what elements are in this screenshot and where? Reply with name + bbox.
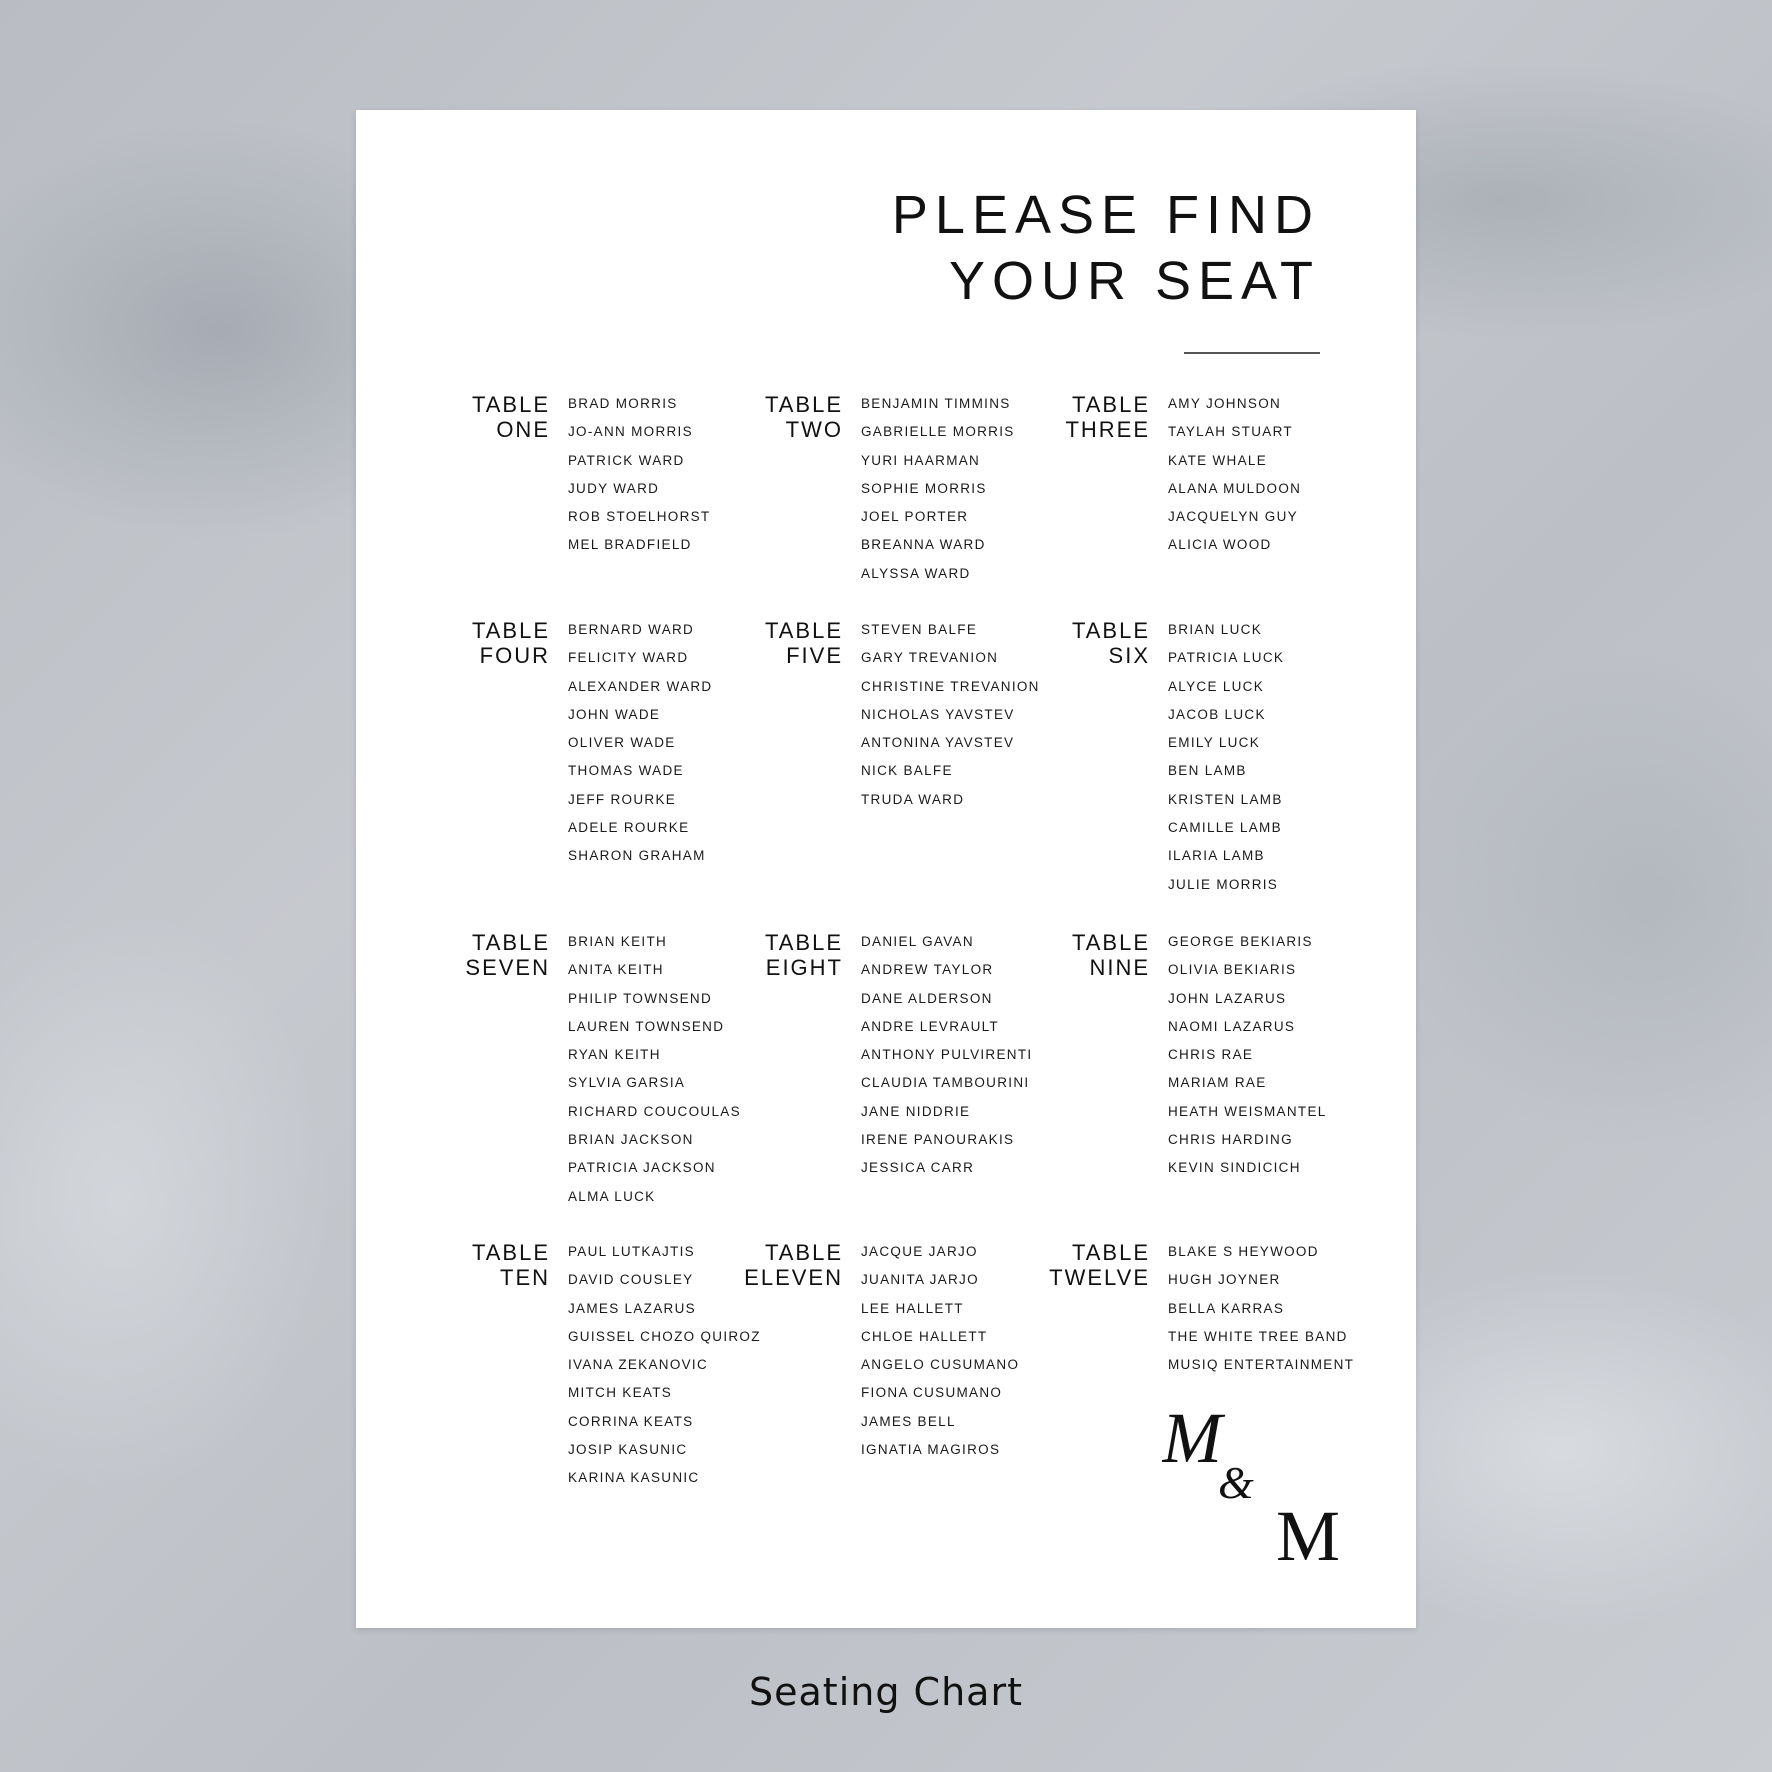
table-label	[744, 1240, 843, 1290]
guest-name: JO-ANN MORRIS	[568, 424, 693, 440]
table-block	[764, 618, 1040, 818]
table-label	[765, 930, 843, 980]
guest-list	[1168, 394, 1301, 564]
guest-name: KATE WHALE	[1168, 452, 1268, 468]
guest-name: DAVID COUSLEY	[568, 1272, 694, 1288]
guest-name: NAOMI LAZARUS	[1168, 1018, 1296, 1034]
guest-name: ADELE ROURKE	[568, 820, 690, 836]
guest-name: CHRIS RAE	[1168, 1047, 1254, 1063]
guest-name: ANDREW TAYLOR	[861, 962, 994, 978]
guest-name: FIONA CUSUMANO	[861, 1385, 1003, 1401]
guest-name: BRAD MORRIS	[568, 396, 678, 411]
table-label-number: FOUR	[479, 643, 550, 668]
table-label-word: TABLE	[1071, 930, 1150, 955]
guest-name: ALMA LUCK	[568, 1188, 656, 1204]
table-block	[471, 392, 711, 564]
guest-name: MUSIQ ENTERTAINMENT	[1168, 1357, 1355, 1373]
table-block	[471, 618, 713, 875]
table-block	[1065, 392, 1302, 564]
table-label-number: SIX	[1108, 643, 1150, 668]
guest-name: KARINA KASUNIC	[568, 1470, 700, 1486]
table-label-word: TABLE	[764, 1240, 843, 1265]
table-label	[1072, 930, 1150, 980]
guest-name: IRENE PANOURAKIS	[861, 1132, 1015, 1148]
table-label-number: THREE	[1065, 417, 1150, 442]
table-label-number: ELEVEN	[744, 1265, 843, 1290]
table-label	[472, 618, 550, 668]
guest-name: ANTHONY PULVIRENTI	[861, 1047, 1033, 1063]
table-label-word: TABLE	[471, 1240, 550, 1265]
guest-name: ALYCE LUCK	[1168, 678, 1265, 694]
guest-name: JOSIP KASUNIC	[568, 1442, 688, 1458]
guest-name: JAMES LAZARUS	[568, 1300, 696, 1316]
guest-name: PHILIP TOWNSEND	[568, 990, 713, 1006]
guest-name: RICHARD COUCOULAS	[568, 1103, 741, 1119]
table-label-word: TABLE	[1071, 392, 1150, 417]
guest-name: BELLA KARRAS	[1168, 1300, 1285, 1316]
guest-name: BRIAN JACKSON	[568, 1132, 694, 1148]
table-label	[465, 930, 550, 980]
table-label	[765, 618, 843, 668]
guest-name: ANITA KEITH	[568, 962, 664, 978]
guest-name: YURI HAARMAN	[861, 452, 981, 468]
guest-name: AMY JOHNSON	[1168, 396, 1282, 411]
guest-name: BRIAN KEITH	[568, 934, 668, 949]
guest-name: JEFF ROURKE	[568, 791, 677, 807]
table-label-number: EIGHT	[765, 955, 843, 980]
guest-name: SOPHIE MORRIS	[861, 480, 987, 496]
table-block	[764, 392, 1015, 592]
title-line-2: YOUR SEAT	[948, 251, 1320, 311]
guest-name: ILARIA LAMB	[1168, 848, 1265, 864]
table-label-word: TABLE	[471, 618, 550, 643]
guest-name: JAMES BELL	[861, 1413, 956, 1429]
table-label-number: NINE	[1089, 955, 1150, 980]
guest-name: PATRICIA JACKSON	[568, 1160, 716, 1176]
guest-list	[568, 1242, 761, 1497]
guest-name: JOHN LAZARUS	[1168, 990, 1287, 1006]
guest-name: JANE NIDDRIE	[861, 1103, 971, 1119]
guest-name: EMILY LUCK	[1168, 735, 1261, 751]
table-block	[471, 1240, 761, 1497]
table-label	[472, 392, 550, 442]
guest-name: CHLOE HALLETT	[861, 1328, 988, 1344]
guest-list	[861, 394, 1015, 592]
table-label	[765, 392, 843, 442]
guest-list	[1168, 1242, 1354, 1383]
guest-name: MARIAM RAE	[1168, 1075, 1267, 1091]
table-label-word: TABLE	[764, 618, 843, 643]
guest-name: ANDRE LEVRAULT	[861, 1018, 999, 1034]
guest-name: NICHOLAS YAVSTEV	[861, 706, 1015, 722]
guest-name: LAUREN TOWNSEND	[568, 1018, 725, 1034]
table-label-word: TABLE	[764, 392, 843, 417]
table-label	[1049, 1240, 1150, 1290]
guest-name: DANIEL GAVAN	[861, 934, 974, 949]
guest-name: BLAKE S HEYWOOD	[1168, 1244, 1319, 1259]
guest-name: NICK BALFE	[861, 763, 953, 779]
guest-name: JOEL PORTER	[861, 509, 969, 525]
table-label-number: SEVEN	[465, 955, 550, 980]
title-divider	[1184, 352, 1320, 354]
guest-name: HEATH WEISMANTEL	[1168, 1103, 1327, 1119]
guest-name: LEE HALLETT	[861, 1300, 964, 1316]
table-label-number: FIVE	[786, 643, 843, 668]
table-block	[764, 930, 1033, 1187]
table-block	[1071, 618, 1285, 903]
guest-list	[861, 932, 1032, 1187]
table-label-word: TABLE	[1071, 618, 1150, 643]
table-label-word: TABLE	[1071, 1240, 1150, 1265]
guest-name: BREANNA WARD	[861, 537, 986, 553]
guest-name: JESSICA CARR	[861, 1160, 975, 1176]
guest-name: CHRISTINE TREVANION	[861, 678, 1040, 694]
table-label-word: TABLE	[471, 392, 550, 417]
guest-name: HUGH JOYNER	[1168, 1272, 1281, 1288]
guest-name: THE WHITE TREE BAND	[1168, 1328, 1348, 1344]
guest-name: ALICIA WOOD	[1168, 537, 1272, 553]
guest-name: JACQUELYN GUY	[1168, 509, 1298, 525]
guest-name: IGNATIA MAGIROS	[861, 1442, 1001, 1458]
guest-name: OLIVIA BEKIARIS	[1168, 962, 1297, 978]
guest-name: FELICITY WARD	[568, 650, 689, 666]
guest-name: JOHN WADE	[568, 706, 661, 722]
caption: Seating Chart	[749, 1670, 1023, 1714]
table-label-number: TWELVE	[1049, 1265, 1150, 1290]
guest-name: BEN LAMB	[1168, 763, 1247, 779]
guest-name: BERNARD WARD	[568, 622, 695, 637]
guest-name: GABRIELLE MORRIS	[861, 424, 1015, 440]
guest-name: JULIE MORRIS	[1168, 876, 1279, 892]
guest-name: PATRICK WARD	[568, 452, 685, 468]
guest-name: ALANA MULDOON	[1168, 480, 1302, 496]
guest-name: BENJAMIN TIMMINS	[861, 396, 1011, 411]
guest-name: ROB STOELHORST	[568, 509, 711, 525]
seating-chart-sheet	[356, 110, 1416, 1628]
guest-name: THOMAS WADE	[568, 763, 684, 779]
table-block	[744, 1240, 1020, 1468]
table-block	[1071, 930, 1327, 1187]
guest-name: MEL BRADFIELD	[568, 537, 692, 553]
table-block	[465, 930, 741, 1215]
guest-name: GEORGE BEKIARIS	[1168, 934, 1313, 949]
guest-name: ANTONINA YAVSTEV	[861, 735, 1015, 751]
guest-name: CLAUDIA TAMBOURINI	[861, 1075, 1030, 1091]
guest-list	[861, 620, 1040, 818]
table-label	[472, 1240, 550, 1290]
guest-name: RYAN KEITH	[568, 1047, 661, 1063]
guest-name: PATRICIA LUCK	[1168, 650, 1285, 666]
guest-name: ALEXANDER WARD	[568, 678, 713, 694]
guest-list	[861, 1242, 1019, 1468]
guest-name: SHARON GRAHAM	[568, 848, 706, 864]
guest-name: CORRINA KEATS	[568, 1413, 694, 1429]
guest-name: IVANA ZEKANOVIC	[568, 1357, 709, 1373]
guest-list	[568, 620, 712, 875]
monogram-logo	[1162, 1400, 1342, 1570]
monogram-letter-1: M	[1162, 1400, 1222, 1478]
guest-name: GARY TREVANION	[861, 650, 999, 666]
guest-name: CAMILLE LAMB	[1168, 820, 1282, 836]
table-label-number: TEN	[500, 1265, 550, 1290]
table-label	[1065, 392, 1150, 442]
guest-name: GUISSEL CHOZO QUIROZ	[568, 1328, 761, 1344]
table-label-number: ONE	[496, 417, 550, 442]
guest-list	[568, 394, 710, 564]
table-label	[1072, 618, 1150, 668]
guest-name: STEVEN BALFE	[861, 622, 978, 637]
guest-name: ALYSSA WARD	[861, 565, 971, 581]
guest-name: SYLVIA GARSIA	[568, 1075, 686, 1091]
guest-list	[1168, 620, 1284, 903]
guest-name: DANE ALDERSON	[861, 990, 993, 1006]
guest-name: JUDY WARD	[568, 480, 660, 496]
guest-name: CHRIS HARDING	[1168, 1132, 1293, 1148]
guest-name: KEVIN SINDICICH	[1168, 1160, 1301, 1176]
monogram-ampersand: &	[1218, 1457, 1254, 1508]
table-block	[1049, 1240, 1355, 1383]
guest-name: KRISTEN LAMB	[1168, 791, 1283, 807]
table-label-number: TWO	[785, 417, 843, 442]
title-line-1: PLEASE FIND	[891, 185, 1320, 245]
guest-name: MITCH KEATS	[568, 1385, 673, 1401]
guest-name: BRIAN LUCK	[1168, 622, 1263, 637]
guest-name: JACQUE JARJO	[861, 1244, 978, 1259]
guest-name: JUANITA JARJO	[861, 1272, 979, 1288]
guest-list	[568, 932, 741, 1215]
page-title	[892, 182, 1320, 314]
table-label-word: TABLE	[471, 930, 550, 955]
guest-name: PAUL LUTKAJTIS	[568, 1244, 695, 1259]
guest-name: ANGELO CUSUMANO	[861, 1357, 1020, 1373]
monogram-letter-2: M	[1276, 1496, 1341, 1570]
guest-list	[1168, 932, 1327, 1187]
guest-name: TAYLAH STUART	[1168, 424, 1293, 440]
guest-name: JACOB LUCK	[1168, 706, 1266, 722]
table-label-word: TABLE	[764, 930, 843, 955]
guest-name: TRUDA WARD	[861, 791, 965, 807]
guest-name: OLIVER WADE	[568, 735, 676, 751]
